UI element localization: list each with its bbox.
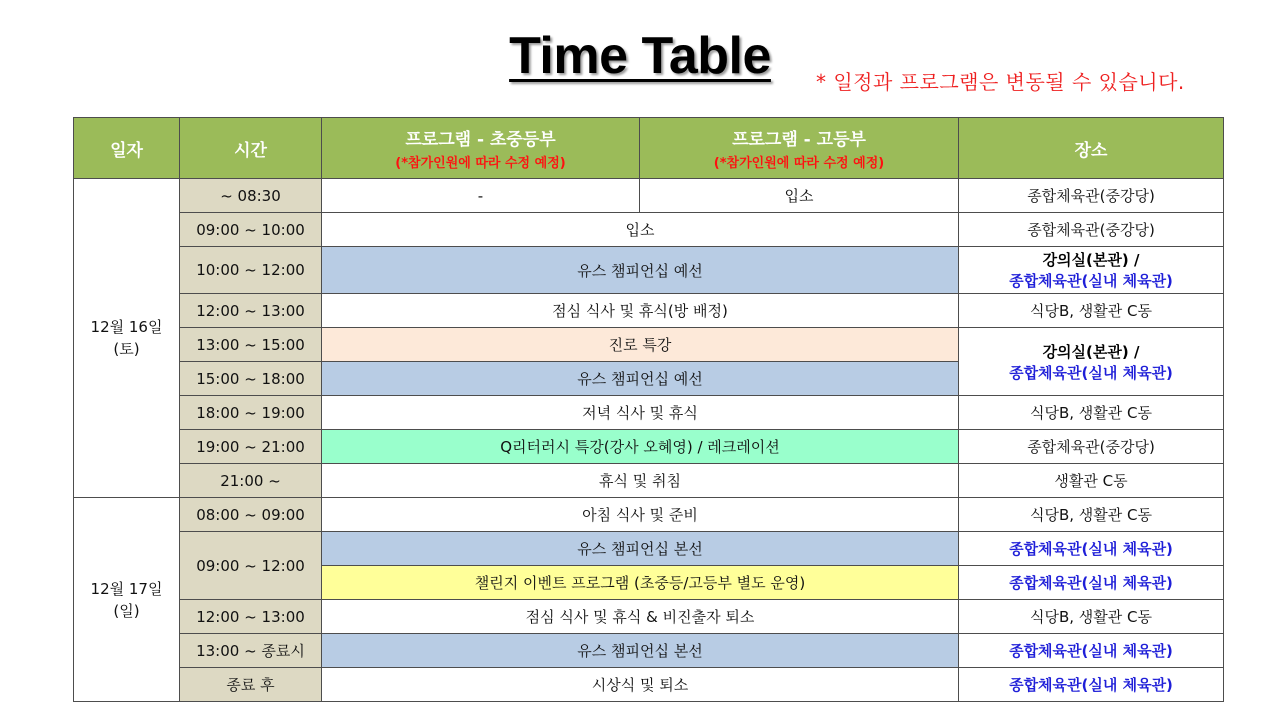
time-cell: 19:00 ~ 21:00	[180, 430, 322, 464]
place-line2: 종합체육관(실내 체육관)	[1009, 272, 1173, 290]
place-cell: 종합체육관(중강당)	[959, 430, 1224, 464]
place-cell	[959, 247, 1224, 294]
table-row	[74, 668, 1224, 702]
program-cell: 진로 특강	[322, 328, 959, 362]
table-row	[74, 532, 1224, 566]
header-program-high-note: (*참가인원에 따라 수정 예정)	[713, 156, 885, 171]
time-cell: 08:00 ~ 09:00	[180, 498, 322, 532]
header-program-elementary-note: (*참가인원에 따라 수정 예정)	[395, 156, 566, 171]
place-line1: 강의실(본관) /	[1042, 342, 1140, 361]
time-cell: 21:00 ~	[180, 464, 322, 498]
header-date: 일자	[74, 118, 180, 179]
time-cell: 13:00 ~ 15:00	[180, 328, 322, 362]
date-cell-day1	[74, 179, 180, 498]
place-line2: 종합체육관(실내 체육관)	[1009, 363, 1173, 382]
table-row	[74, 600, 1224, 634]
table-row	[74, 430, 1224, 464]
time-cell: 18:00 ~ 19:00	[180, 396, 322, 430]
place-cell: 종합체육관(실내 체육관)	[959, 566, 1224, 600]
table-row	[74, 464, 1224, 498]
header-program-elementary	[322, 118, 640, 179]
page-title: Time Table	[509, 27, 771, 85]
program-cell: 유스 챔피언십 본선	[322, 634, 959, 668]
table-row	[74, 634, 1224, 668]
time-cell: 13:00 ~ 종료시	[180, 634, 322, 668]
program-elementary-cell: -	[322, 179, 640, 213]
program-cell: Q리터러시 특강(강사 오혜영) / 레크레이션	[322, 430, 959, 464]
program-cell: 점심 식사 및 휴식 & 비진출자 퇴소	[322, 600, 959, 634]
program-cell: 유스 챔피언십 본선	[322, 532, 959, 566]
program-cell: 유스 챔피언십 예선	[322, 247, 959, 294]
date-day1-line1: 12월 16일	[90, 318, 163, 336]
place-cell: 종합체육관(중강당)	[959, 213, 1224, 247]
table-row	[74, 213, 1224, 247]
date-day2-line1: 12월 17일	[90, 579, 163, 598]
program-high-cell: 입소	[640, 179, 959, 213]
time-cell: ~ 08:30	[180, 179, 322, 213]
header-program-elementary-label: 프로그램 - 초중등부	[405, 130, 556, 150]
time-cell: 12:00 ~ 13:00	[180, 294, 322, 328]
place-cell: 종합체육관(중강당)	[959, 179, 1224, 213]
place-cell: 생활관 C동	[959, 464, 1224, 498]
program-cell: 저녁 식사 및 휴식	[322, 396, 959, 430]
schedule-change-note: * 일정과 프로그램은 변동될 수 있습니다.	[816, 70, 1185, 94]
place-cell: 식당B, 생활관 C동	[959, 600, 1224, 634]
table-row	[74, 498, 1224, 532]
place-cell: 식당B, 생활관 C동	[959, 294, 1224, 328]
time-cell: 12:00 ~ 13:00	[180, 600, 322, 634]
program-cell: 유스 챔피언십 예선	[322, 362, 959, 396]
place-cell: 식당B, 생활관 C동	[959, 498, 1224, 532]
table-row	[74, 179, 1224, 213]
header-program-high	[640, 118, 959, 179]
date-day1-line2: (토)	[113, 340, 140, 358]
program-cell: 입소	[322, 213, 959, 247]
time-cell: 09:00 ~ 12:00	[180, 532, 322, 600]
place-cell: 종합체육관(실내 체육관)	[959, 668, 1224, 702]
timetable	[73, 117, 1224, 702]
place-line1: 강의실(본관) /	[1042, 251, 1140, 269]
program-cell: 챌린지 이벤트 프로그램 (초중등/고등부 별도 운영)	[322, 566, 959, 600]
table-row	[74, 328, 1224, 362]
program-cell: 아침 식사 및 준비	[322, 498, 959, 532]
program-cell: 점심 식사 및 휴식(방 배정)	[322, 294, 959, 328]
time-cell: 종료 후	[180, 668, 322, 702]
header-place: 장소	[959, 118, 1224, 179]
place-cell: 종합체육관(실내 체육관)	[959, 532, 1224, 566]
table-row	[74, 294, 1224, 328]
table-row	[74, 247, 1224, 294]
time-cell: 15:00 ~ 18:00	[180, 362, 322, 396]
table-row	[74, 396, 1224, 430]
program-cell: 휴식 및 취침	[322, 464, 959, 498]
program-cell: 시상식 및 퇴소	[322, 668, 959, 702]
time-cell: 09:00 ~ 10:00	[180, 213, 322, 247]
date-day2-line2: (일)	[113, 601, 140, 620]
time-cell: 10:00 ~ 12:00	[180, 247, 322, 294]
date-cell-day2	[74, 498, 180, 702]
place-cell: 종합체육관(실내 체육관)	[959, 634, 1224, 668]
table-header-row	[74, 118, 1224, 179]
place-cell	[959, 328, 1224, 396]
place-cell: 식당B, 생활관 C동	[959, 396, 1224, 430]
header-time: 시간	[180, 118, 322, 179]
header-program-high-label: 프로그램 - 고등부	[732, 130, 866, 150]
